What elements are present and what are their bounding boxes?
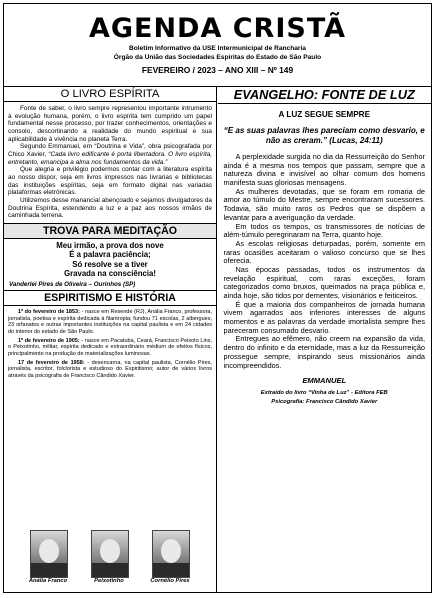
- historia-text: - nasce em Resende (RJ), Anália Franco, professora, jornalista, poetisa e espírita dedicada à filantropia; fundou 71 escolas, 2 albergues, 23 orfanatos e outras importantes instituições na capital paulista e em 24 cidades do interior do estado de São Paulo.: [8, 308, 212, 335]
- evangelho-paragraph: As mulheres devotadas, que se foram em romaria de amor ao túmulo do Mestre, sempre encontraram sucessores. Todavia, são muito raros os Pedros que se dispõem a levantar para a averiguação da verdade.: [223, 186, 425, 222]
- masthead: [4, 4, 431, 87]
- portrait-photo: [91, 530, 129, 578]
- right-column: [218, 87, 432, 592]
- photo-caption: Peixotinho: [94, 578, 124, 584]
- livro-paragraph: Fonte de saber, o livro sempre representou importante intrumento à evolução humana, porém, o livro espírita tem cumprido um papel fundamental nesse processo, por trazer conhecimentos, orientações e consolo, descortinando a realidade do mundo espiritual e sua aplicabilidade à vivência no planeta Terra.: [8, 105, 212, 143]
- historia-entry: [4, 360, 216, 380]
- trova-line: Gravada na consciência!: [64, 269, 156, 279]
- newsletter-title: AGENDA CRISTÃ: [88, 13, 347, 44]
- evangelho-paragraph: Entregues ao efêmero, não creem na expansão da vida, dentro do infinito e da eternidade, mas a luz da Ressurreição prossegue sempre, inspirando seus missionários ainda incompreendidos.: [223, 334, 425, 370]
- photo-caption: Anália Franco: [28, 578, 68, 584]
- portrait-photo: [30, 530, 68, 578]
- evangelho-source: Extraído do livro “Vinha de Luz” - Editora FEB: [260, 390, 388, 397]
- evangelho-quote: “E as suas palavras lhes pareciam como desvario, e não as creram.” (Lucas, 24:11): [223, 126, 425, 145]
- photo-strip: [4, 530, 216, 592]
- trova-line: É a palavra paciência;: [69, 250, 151, 260]
- historia-date: 17 de fevereiro de 1958:: [18, 359, 85, 366]
- livro-paragraph: Utilizemos desse manancial abençoado e sejamos divulgadores da Doutrina Espírita, estendendo a luz e a paz aos nossos irmãos de caminhada terrena.: [8, 196, 212, 220]
- left-column: [4, 87, 217, 592]
- historia-entry: [4, 309, 216, 336]
- photo-caption: Cornélio Pires: [150, 578, 190, 584]
- portrait-photo: [152, 530, 190, 578]
- historia-text: - desencarna, na capital paulista, Cornélio Pires, jornalista, escritor, folclorista e estudioso do Espiritismo; autor de vários livros através da psicografia de Francisco Cândido Xavier.: [8, 359, 212, 380]
- newsletter-subtitle: Boletim Informativo da USE Intermunicipal de Rancharia: [129, 45, 306, 52]
- evangelho-signature: EMMANUEL: [302, 376, 347, 386]
- historia-text: - nasce em Pacatuba, Ceará, Francisco Peixoto Lins, o Peixotinho, militar, espírita dedicado e extraordinário médium de efeitos físicos, principalmente na produção de materializações luminosas.: [8, 337, 212, 358]
- livro-citation: “Cada livro edificante é porta libertadora. O livro espírita, entretanto, emancipa a alma nos fundamentos da vida.”: [8, 150, 212, 166]
- trova-line: Só resolve se a tiver: [72, 259, 148, 269]
- newsletter-page: [3, 3, 432, 593]
- evangelho-paragraph: A perplexidade surgida no dia da Ressurreição do Senhor ainda é a mesma nos tempos que passam, sempre que a natureza divina e invisível ao olhar comum dos homens manifesta suas gloriosas mensagens.: [223, 152, 425, 188]
- evangelho-paragraph: As escolas religiosas deturpadas, porém, somente em raras ocasiões aceitaram o valioso concurso que se lhes oferecia.: [223, 238, 425, 266]
- evangelho-subheading: A LUZ SEGUE SEMPRE: [278, 110, 371, 119]
- evangelho-heading: EVANGELHO: FONTE DE LUZ: [218, 87, 432, 104]
- evangelho-paragraph: É que a maioria dos companheiros de jornada humana vivem agarrados aos inferiores interesses de alguns momentos e as palavras da verdade imortalista sempre lhes pareceram consumado desvario.: [223, 299, 425, 335]
- livro-paragraph: [4, 143, 216, 166]
- livro-heading: O LIVRO ESPÍRITA: [4, 87, 216, 102]
- evangelho-paragraph: Nas épocas passadas, todos os instrumentos da revelação espiritual, com raras exceções, foram categorizados como bruxos, queimados na praça pública e, ainda hoje, são tidos por dementes, visionários e feiticeiros.: [223, 264, 425, 300]
- historia-date: 1º de fevereiro de 1905:: [18, 337, 80, 344]
- historia-date: 1º do fevereiro de 1853:: [18, 308, 80, 315]
- trova-author: Vanderlei Pires de Oliveira – Ourinhos (SP): [9, 280, 136, 288]
- newsletter-organization: Órgão da União das Sociedades Espíritas do Estado de São Paulo: [113, 54, 322, 61]
- issue-info: FEVEREIRO / 2023 – ANO XIII – Nº 149: [141, 65, 294, 75]
- trova-line: Meu irmão, a prova dos nove: [56, 240, 164, 250]
- trova-heading: TROVA PARA MEDITAÇÃO: [4, 223, 216, 239]
- livro-paragraph: Que alegria e privilégio podermos contar com a literatura espírita ao nosso dispor, seja em livros impressos nas livrarias e bibliotecas das instituições espíritas, seja em formato digital nas variadas plataformas eletrônicas.: [8, 166, 212, 197]
- trova-verse: [4, 239, 216, 279]
- historia-heading: ESPIRITISMO E HISTÓRIA: [4, 290, 216, 306]
- livro-text: Segundo Emmanuel, em “Doutrina e Vida”, obra psicografada por Chico Xavier,: [8, 143, 212, 158]
- historia-entry: [4, 338, 216, 358]
- evangelho-psychography: Psicografia: Francisco Cândido Xavier: [271, 399, 378, 406]
- evangelho-paragraph: Em todos os tempos, os transmissores de notícias de além-túmulo peregrinaram na Terra, quanto hoje.: [223, 221, 425, 240]
